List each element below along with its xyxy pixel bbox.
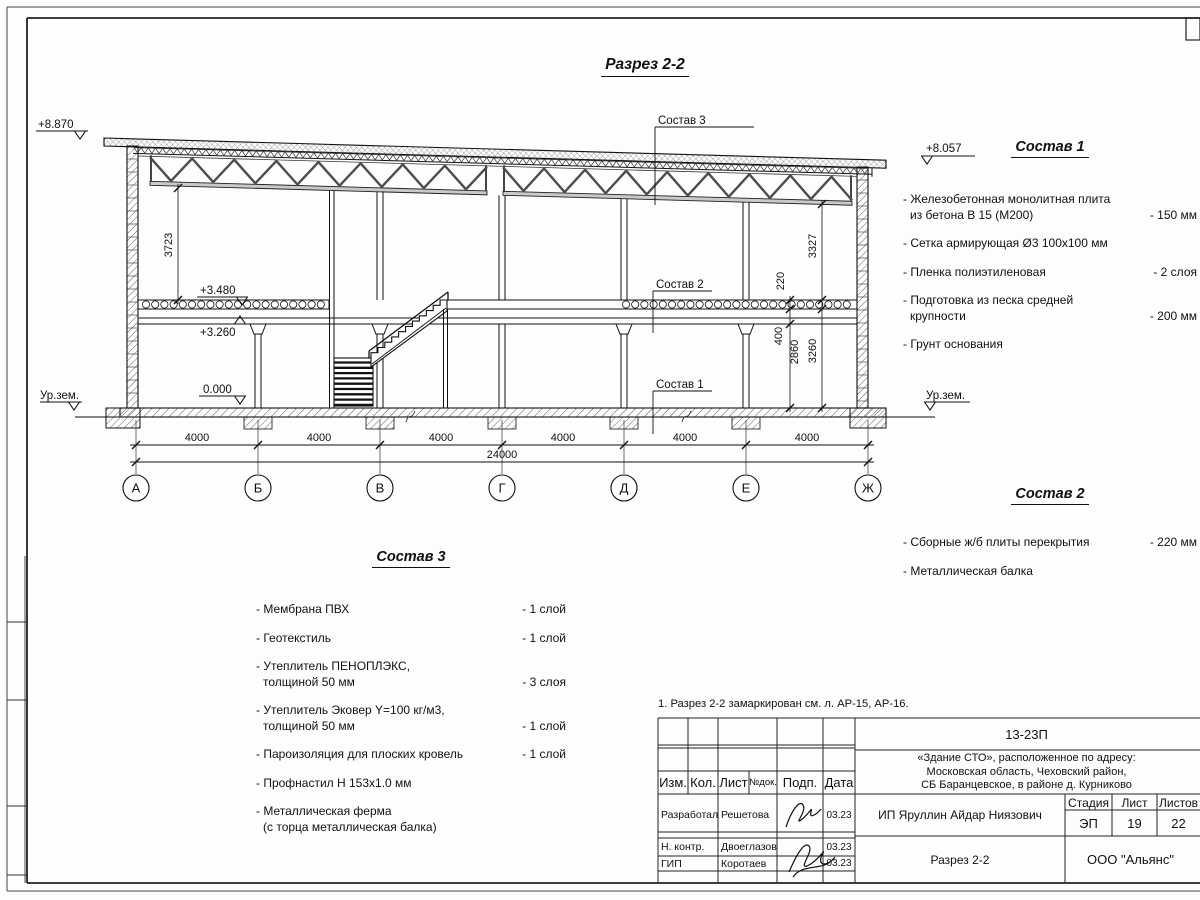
dim-span-label: 4000 [428, 432, 454, 444]
axis-label: В [375, 480, 385, 496]
sheet-label: Лист [1121, 795, 1148, 810]
composition-2-title: Состав 2 [903, 486, 1197, 505]
sheets-label: Листов [1159, 795, 1198, 810]
row-date: 03.23 [826, 858, 852, 869]
composition-3-block [256, 549, 566, 848]
level-roof-left: +8.870 [38, 119, 74, 131]
dim-span-label: 4000 [306, 432, 332, 444]
col-header-dok: №док. [749, 777, 777, 788]
address-line: «Здание СТО», расположенное по адресу: [917, 752, 1136, 764]
composition-item: - Пароизоляция для плоских кровель - 1 слой [256, 747, 566, 761]
axis-bubbles [123, 475, 881, 501]
composition-item: - Геотекстиль - 1 слой [256, 630, 566, 645]
axis-label: Г [498, 480, 506, 496]
dim-clear-height: 2860 [789, 339, 801, 365]
signature-1 [786, 804, 821, 827]
row-name: Двоеглазов [721, 841, 777, 853]
composition-item: - Пленка полиэтиленовая - 2 слоя [903, 264, 1197, 279]
left-stamp-cells [7, 556, 27, 883]
row-name: Коротаев [721, 857, 767, 870]
title-block-address [857, 752, 1196, 793]
composition-item: - Металлическая ферма (с торца металлическая балка) [256, 804, 437, 834]
stage-label: Стадия [1068, 795, 1109, 810]
composition-1-title: Состав 1 [903, 139, 1197, 158]
row-role: Н. контр. [661, 841, 705, 853]
composition-3-title: Состав 3 [256, 549, 566, 568]
dim-span-label: 4000 [184, 432, 210, 444]
col-header-list: Лист [719, 775, 748, 790]
composition-item: - Мембрана ПВХ - 1 слой [256, 602, 566, 616]
dim-slab-thickness: 220 [775, 271, 787, 291]
axis-label: Д [619, 480, 629, 496]
row-name: Решетова [721, 809, 770, 821]
dim-left-height: 3723 [163, 232, 175, 258]
callout-sostav3: Состав 3 [658, 115, 706, 127]
composition-item: - Металлическая балка [903, 563, 1033, 578]
composition-item: - Железобетонная монолитная плита из бетона В 15 (М200) - 150 мм [903, 192, 1197, 222]
roof [104, 138, 886, 177]
col-header-data: Дата [824, 775, 854, 790]
composition-item: - Подготовка из песка средней крупности - 200 мм [903, 293, 1197, 323]
staircase [334, 292, 448, 408]
row-date: 03.23 [826, 809, 852, 821]
note-text: 1. Разрез 2-2 замаркирован см. л. АР-15, АР-16. [658, 698, 909, 710]
row-role: Разработал [661, 809, 719, 821]
hollow-core-circles [142, 301, 850, 308]
title-block-drawing-name: Разрез 2-2 [930, 852, 990, 867]
level-ground-right: Ур.зем. [926, 390, 966, 402]
title-block-company: ООО "Альянс" [1087, 852, 1174, 867]
dim-total: 24000 [486, 449, 518, 461]
row-role: ГИП [661, 857, 682, 870]
axis-label: А [131, 480, 141, 496]
dim-span-label: 4000 [794, 432, 820, 444]
dim-span-label: 4000 [550, 432, 576, 444]
level-roof-right: +8.057 [926, 143, 962, 155]
axis-label: Б [253, 480, 263, 496]
ground-floor [75, 408, 935, 429]
dim-floor-to-slab: 3260 [807, 338, 819, 364]
composition-item: - Сетка армирующая Ø3 100х100 мм [903, 236, 1108, 250]
composition-item: - Профнастил Н 153х1.0 мм [256, 775, 412, 790]
dim-span-label: 4000 [672, 432, 698, 444]
level-ground-left: Ур.зем. [40, 390, 80, 402]
level-slab-top: +3.480 [200, 285, 236, 297]
dim-right-height: 3327 [807, 233, 819, 259]
callout-sostav1: Состав 1 [656, 379, 704, 391]
col-header-podp: Подп. [782, 775, 818, 790]
drawing-title: Разрез 2-2 [555, 56, 735, 77]
axis-label: Ж [861, 480, 875, 496]
address-line: СБ Баранцевское, в районе д. Курниково [921, 779, 1132, 791]
floor-beam [138, 318, 857, 324]
vertical-dimensions [174, 184, 826, 412]
col-header-izm: Изм. [659, 775, 687, 790]
axis-label: Е [741, 480, 751, 496]
level-beam-bottom: +3.260 [200, 327, 236, 339]
row-date: 03.23 [826, 841, 852, 853]
composition-1-block [903, 139, 1197, 366]
composition-2-block [903, 486, 1197, 592]
composition-item: - Сборные ж/б плиты перекрытия - 220 мм [903, 535, 1197, 549]
sheet-code-box [1186, 18, 1200, 40]
stage-value: ЭП [1079, 815, 1098, 831]
composition-item: - Утеплитель Эковер Y=100 кг/м3, толщиной 50 мм - 1 слой [256, 703, 566, 733]
sheet-number: 19 [1127, 815, 1142, 831]
title-block-code: 13-23П [1005, 726, 1048, 742]
level-zero: 0.000 [203, 384, 232, 396]
dim-beam-height: 400 [773, 326, 785, 346]
composition-item: - Утеплитель ПЕНОПЛЭКС, толщиной 50 мм - 3 слоя [256, 659, 566, 689]
callout-sostav2: Состав 2 [656, 279, 704, 291]
bottom-dimensions [130, 420, 874, 474]
sheets-total: 22 [1171, 815, 1186, 831]
title-block-client: ИП Яруллин Айдар Ниязович [878, 808, 1042, 822]
address-line: Московская область, Чеховский район, [926, 765, 1127, 778]
col-header-kol: Кол. [690, 775, 716, 790]
composition-item: - Грунт основания [903, 337, 1003, 351]
